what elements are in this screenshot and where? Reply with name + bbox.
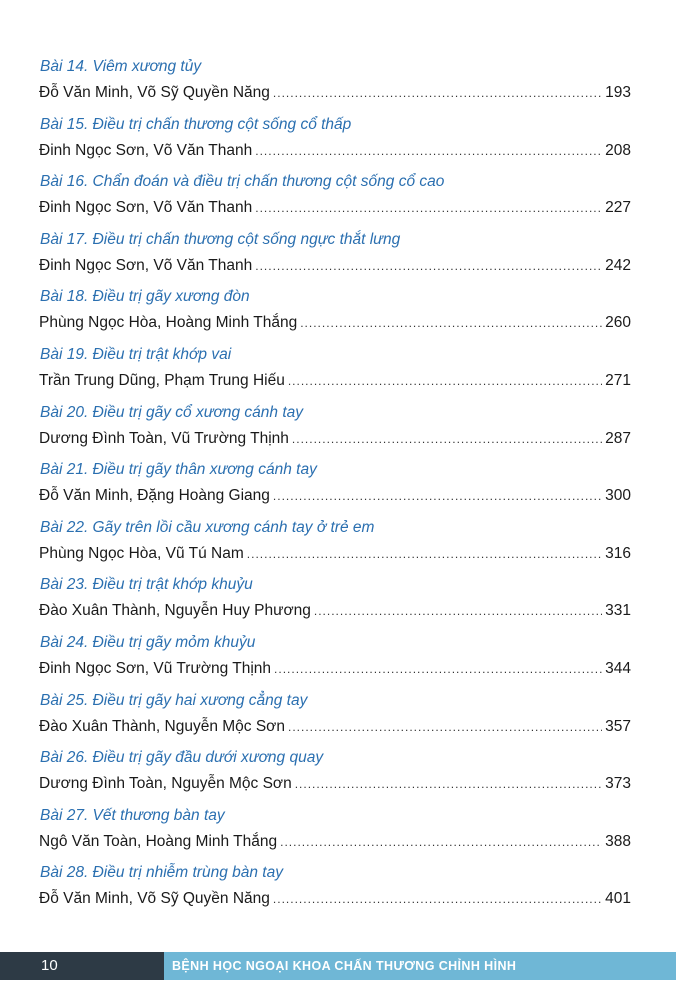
chapter-title: Bài 19. Điều trị trật khớp vai: [40, 345, 232, 363]
page-number: 193: [605, 84, 631, 101]
author-line: [39, 308, 631, 338]
author-line: [39, 596, 631, 626]
dot-leader: [280, 827, 602, 857]
page-number: 260: [605, 314, 631, 332]
dot-leader: [255, 193, 602, 223]
chapter-authors: Đỗ Văn Minh, Đặng Hoàng Giang: [39, 487, 270, 505]
author-line: [39, 481, 631, 511]
toc-entry: [39, 171, 631, 229]
page-number: 344: [605, 659, 631, 677]
page-number: 357: [605, 717, 631, 735]
chapter-title: Bài 27. Vết thương bàn tay: [40, 806, 225, 824]
chapter-title: Bài 23. Điều trị trật khớp khuỷu: [40, 576, 253, 594]
toc-entry: [39, 862, 631, 920]
page-number: 287: [605, 429, 631, 447]
toc-entry: [39, 344, 631, 402]
dot-leader: [273, 78, 602, 108]
author-line: [39, 539, 631, 569]
toc-entry: [39, 747, 631, 805]
table-of-contents: [39, 56, 631, 920]
toc-entry: [39, 690, 631, 748]
chapter-title: Bài 22. Gãy trên lồi cầu xương cánh tay ở trẻ em: [40, 518, 375, 536]
author-line: [39, 654, 631, 684]
toc-entry: [39, 459, 631, 517]
toc-entry: [39, 229, 631, 287]
footer-book-title: BỆNH HỌC NGOẠI KHOA CHẤN THƯƠNG CHỈNH HÌNH: [172, 959, 517, 973]
chapter-title: Bài 14. Viêm xương tủy: [40, 58, 202, 75]
dot-leader: [314, 596, 602, 626]
chapter-authors: Đỗ Văn Minh, Võ Sỹ Quyền Năng: [39, 890, 270, 908]
chapter-authors: Đào Xuân Thành, Nguyễn Huy Phương: [39, 602, 311, 620]
toc-entry: [39, 574, 631, 632]
author-line: [39, 251, 631, 281]
chapter-authors: Đỗ Văn Minh, Võ Sỹ Quyền Năng: [39, 84, 270, 101]
toc-entry: [39, 517, 631, 575]
page-number: 331: [605, 602, 631, 620]
chapter-authors: Phùng Ngọc Hòa, Hoàng Minh Thắng: [39, 314, 298, 332]
dot-leader: [274, 654, 602, 684]
dot-leader: [295, 769, 602, 799]
chapter-authors: Dương Đình Toàn, Nguyễn Mộc Sơn: [39, 775, 292, 793]
toc-entry: [39, 632, 631, 690]
page-number: 300: [605, 487, 631, 505]
footer-page-block: [0, 952, 164, 980]
page-number: 227: [605, 199, 631, 217]
page-number: 373: [605, 775, 631, 793]
toc-entry: [39, 805, 631, 863]
chapter-title: Bài 21. Điều trị gãy thân xương cánh tay: [40, 461, 317, 479]
author-line: [39, 366, 631, 396]
dot-leader: [247, 539, 602, 569]
chapter-authors: Dương Đình Toàn, Vũ Trường Thịnh: [39, 429, 289, 447]
page-number: 388: [605, 832, 631, 850]
chapter-title: Bài 25. Điều trị gãy hai xương cẳng tay: [40, 691, 308, 709]
dot-leader: [300, 308, 602, 338]
chapter-authors: Phùng Ngọc Hòa, Vũ Tú Nam: [39, 544, 244, 562]
footer-page-number: 10: [41, 957, 58, 974]
dot-leader: [255, 251, 602, 281]
chapter-title: Bài 26. Điều trị gãy đầu dưới xương quay: [40, 749, 324, 767]
chapter-authors: Đinh Ngọc Sơn, Võ Văn Thanh: [39, 256, 253, 274]
toc-entry: [39, 402, 631, 460]
author-line: [39, 193, 631, 223]
page-number: 208: [605, 141, 631, 159]
author-line: [39, 884, 631, 914]
toc-entry: [39, 114, 631, 172]
author-line: [39, 136, 631, 166]
chapter-title: Bài 24. Điều trị gãy mỏm khuỷu: [40, 633, 256, 651]
dot-leader: [292, 424, 602, 454]
chapter-authors: Trần Trung Dũng, Phạm Trung Hiếu: [39, 371, 285, 389]
dot-leader: [255, 136, 602, 166]
dot-leader: [273, 884, 602, 914]
chapter-authors: Đinh Ngọc Sơn, Võ Văn Thanh: [39, 199, 253, 217]
chapter-authors: Đinh Ngọc Sơn, Vũ Trường Thịnh: [39, 659, 272, 677]
chapter-authors: Ngô Văn Toàn, Hoàng Minh Thắng: [39, 832, 278, 850]
author-line: [39, 769, 631, 799]
chapter-title: Bài 20. Điều trị gãy cổ xương cánh tay: [40, 403, 304, 421]
page-number: 271: [605, 371, 631, 389]
author-line: [39, 78, 631, 108]
page-number: 316: [605, 544, 631, 562]
author-line: [39, 712, 631, 742]
author-line: [39, 827, 631, 857]
chapter-title: Bài 15. Điều trị chấn thương cột sống cổ thấp: [40, 115, 352, 133]
toc-entry: [39, 286, 631, 344]
page-number: 401: [605, 890, 631, 908]
chapter-title: Bài 28. Điều trị nhiễm trùng bàn tay: [40, 864, 283, 882]
dot-leader: [288, 366, 602, 396]
toc-entry: [39, 56, 631, 114]
page-number: 242: [605, 256, 631, 274]
chapter-title: Bài 17. Điều trị chấn thương cột sống ngực thắt lưng: [40, 230, 401, 248]
chapter-title: Bài 16. Chẩn đoán và điều trị chấn thương cột sống cổ cao: [40, 173, 445, 191]
page-footer: [0, 952, 676, 980]
author-line: [39, 424, 631, 454]
dot-leader: [288, 712, 602, 742]
dot-leader: [273, 481, 602, 511]
chapter-authors: Đào Xuân Thành, Nguyễn Mộc Sơn: [39, 717, 285, 735]
chapter-title: Bài 18. Điều trị gãy xương đòn: [40, 288, 250, 306]
chapter-authors: Đinh Ngọc Sơn, Võ Văn Thanh: [39, 141, 253, 159]
